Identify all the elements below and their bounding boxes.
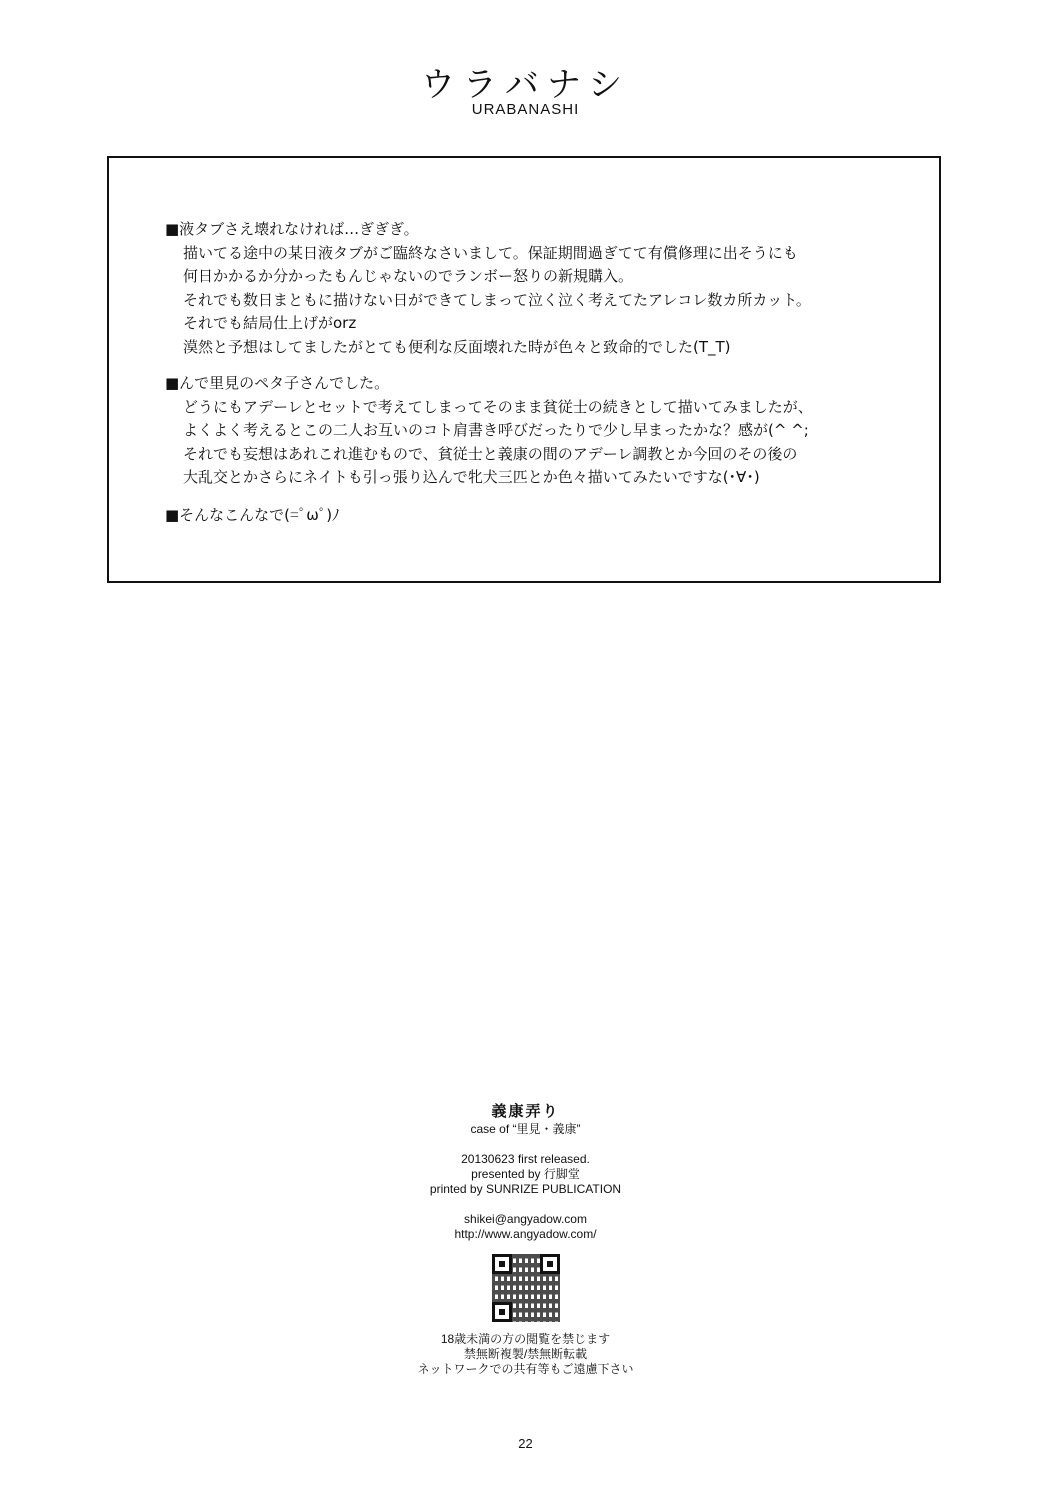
title-english: URABANASHI xyxy=(471,101,580,118)
note-heading: ■そんなこんなで(=ﾟωﾟ)ﾉ xyxy=(165,506,340,524)
qr-code-icon xyxy=(492,1254,560,1322)
page-number: 22 xyxy=(518,1436,533,1451)
book-title: 義康弄り xyxy=(491,1102,560,1120)
website-url: http://www.angyadow.com/ xyxy=(454,1227,597,1241)
book-case: case of “里見・義康” xyxy=(470,1122,581,1136)
copy-notice: 禁無断複製/禁無断転載 xyxy=(463,1347,588,1361)
note-line: それでも結局仕上げがorz xyxy=(183,314,357,332)
release-date: 20130623 first released. xyxy=(461,1152,590,1166)
note-line: 描いてる途中の某日液タブがご臨終なさいまして。保証期間過ぎてて有償修理に出そうにも xyxy=(183,243,798,262)
colophon xyxy=(0,1100,1051,1377)
note-line: 何日かかるか分かったもんじゃないのでランボー怒りの新規購入。 xyxy=(183,267,634,285)
note-line: それでも妄想はあれこれ進むもので、貧従士と義康の間のアデーレ調教とか今回のその後の xyxy=(183,444,798,463)
note-line: 漠然と予想はしてましたがとても便利な反面壊れた時が色々と致命的でした(T_T) xyxy=(183,337,731,356)
afterword-box xyxy=(107,156,941,583)
printed-by: printed by SUNRIZE PUBLICATION xyxy=(429,1182,622,1196)
note-line: それでも数日まともに描けない日ができてしまって泣く泣く考えてたアレコレ数カ所カット。 xyxy=(183,290,811,309)
note-line: よくよく考えるとこの二人お互いのコト肩書き呼びだったりで少し早まったかな？感が(^ ^; xyxy=(183,421,809,439)
note-heading: ■んで里見のペタ子さんでした。 xyxy=(165,374,390,392)
note-section-2 xyxy=(165,372,925,490)
presented-by: presented by 行脚堂 xyxy=(471,1167,580,1181)
share-notice: ネットワークでの共有等もご遠慮下さい xyxy=(417,1362,634,1376)
note-section-1 xyxy=(165,218,925,359)
contact-email: shikei@angyadow.com xyxy=(464,1212,587,1226)
note-line: どうにもアデーレとセットで考えてしまってそのまま貧従士の続きとして描いてみましたが、 xyxy=(183,397,813,416)
note-heading: ■液タブさえ壊れなければ…ぎぎぎ。 xyxy=(165,220,419,238)
age-notice: 18歳未満の方の閲覧を禁じます xyxy=(440,1332,611,1346)
title-japanese: ウラバナシ xyxy=(420,65,631,105)
note-section-3 xyxy=(165,504,925,528)
note-line: 大乱交とかさらにネイトも引っ張り込んで牝犬三匹とか色々描いてみたいですな(･∀･) xyxy=(183,468,760,486)
